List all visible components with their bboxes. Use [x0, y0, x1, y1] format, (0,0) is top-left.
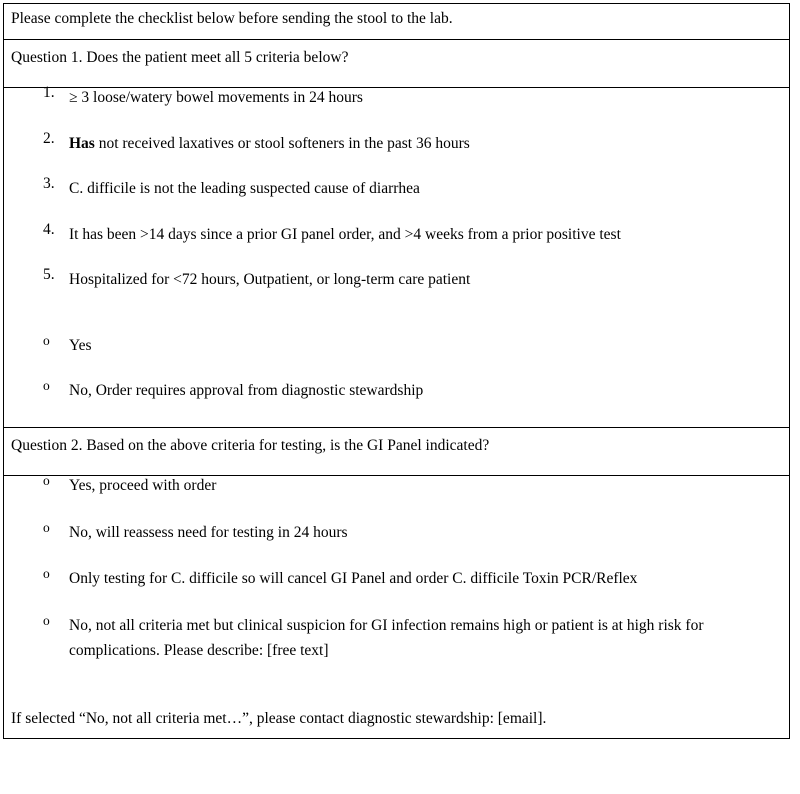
table-row-question2-header — [4, 427, 790, 475]
table-row-question1-body — [4, 88, 790, 428]
footer-contact-note: If selected “No, not all criteria met…”, please contact diagnostic stewardship: [email]. — [11, 709, 547, 727]
option-label: Yes — [69, 336, 92, 354]
criteria-item-5 — [4, 267, 789, 293]
criteria-number: 4. — [43, 220, 55, 238]
option-label: Yes, proceed with order — [69, 476, 217, 494]
question2-body-cell — [4, 472, 790, 738]
criteria-label: It has been >14 days since a prior GI panel order, and >4 weeks from a prior positive test — [69, 225, 621, 243]
criteria-number: 1. — [43, 84, 55, 101]
question2-option-yes[interactable] — [4, 473, 789, 499]
question2-option-cdiff-only[interactable] — [4, 566, 789, 592]
criteria-item-1 — [4, 85, 789, 111]
criteria-label-rest: not received laxatives or stool softeners in the past 36 hours — [94, 134, 470, 152]
question2-option-override[interactable] — [4, 613, 789, 664]
checklist-table — [3, 3, 790, 739]
criteria-number: 2. — [43, 129, 55, 147]
intro-instruction: Please complete the checklist below before sending the stool to the lab. — [11, 10, 453, 27]
option-label: Only testing for C. difficile so will cancel GI Panel and order C. difficile Toxin PCR/Reflex — [69, 570, 638, 588]
question2-option-list — [4, 473, 789, 664]
criteria-label: Hospitalized for <72 hours, Outpatient, or long-term care patient — [69, 271, 471, 289]
option-label: No, Order requires approval from diagnostic stewardship — [69, 382, 424, 400]
radio-bullet-icon[interactable]: o — [43, 378, 50, 394]
criteria-item-4 — [4, 222, 789, 248]
criteria-label — [69, 131, 775, 157]
table-row-question2-body — [4, 475, 790, 738]
criteria-item-2 — [4, 131, 789, 157]
criteria-number: 5. — [43, 266, 55, 284]
criteria-label: ≥ 3 loose/watery bowel movements in 24 hours — [69, 89, 363, 106]
question2-title: Question 2. Based on the above criteria for testing, is the GI Panel indicated? — [11, 436, 490, 454]
radio-bullet-icon[interactable]: o — [43, 472, 50, 488]
question1-body-cell — [4, 84, 790, 428]
question1-title: Question 1. Does the patient meet all 5 criteria below? — [11, 49, 349, 66]
criteria-number: 3. — [43, 175, 55, 193]
radio-bullet-icon[interactable]: o — [43, 519, 50, 535]
criteria-label: C. difficile is not the leading suspected cause of diarrhea — [69, 180, 420, 198]
criteria-item-3 — [4, 176, 789, 202]
question1-header-cell — [4, 40, 790, 88]
question1-option-no[interactable] — [4, 378, 789, 404]
radio-bullet-icon[interactable]: o — [43, 332, 50, 348]
option-label: No, not all criteria met but clinical suspicion for GI infection remains high or patient is at high risk for complications. Please describe: [free text] — [69, 616, 704, 660]
criteria-list — [4, 85, 789, 404]
option-label: No, will reassess need for testing in 24 hours — [69, 523, 348, 541]
intro-cell — [4, 4, 790, 40]
question2-header-cell — [4, 427, 790, 475]
criteria-label-emphasis: Has — [69, 134, 95, 152]
table-row-intro — [4, 4, 790, 40]
table-row-question1-header — [4, 40, 790, 88]
radio-bullet-icon[interactable]: o — [43, 566, 50, 582]
question1-option-yes[interactable] — [4, 333, 789, 359]
question2-option-reassess[interactable] — [4, 520, 789, 546]
radio-bullet-icon[interactable]: o — [43, 612, 50, 628]
